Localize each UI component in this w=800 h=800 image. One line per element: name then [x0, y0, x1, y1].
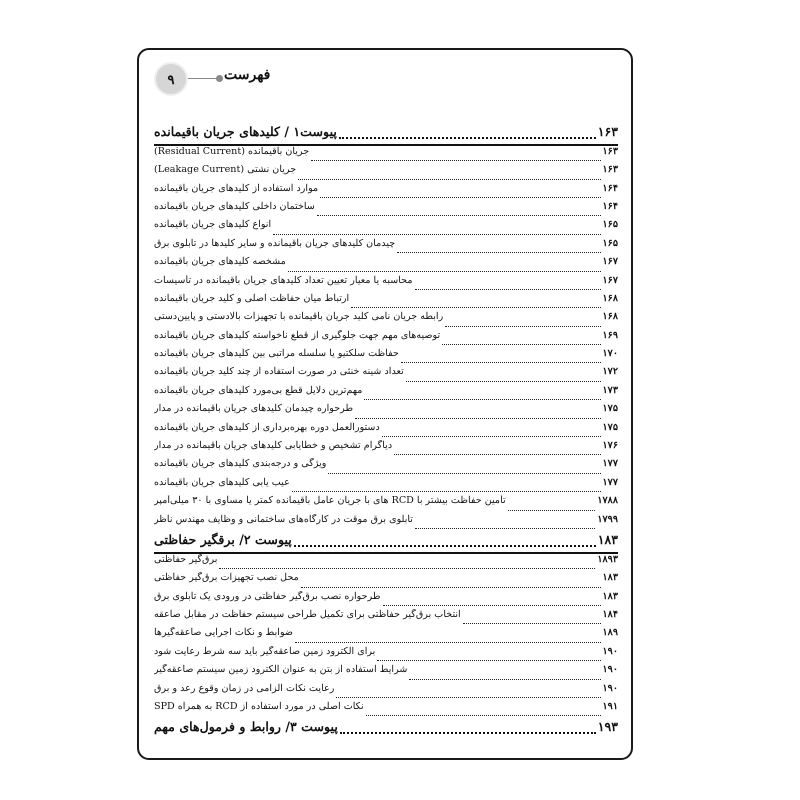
- toc-entry: [154, 591, 618, 609]
- toc-page-number: ۱۷۳: [602, 384, 618, 396]
- toc-dot-leader: [382, 435, 601, 437]
- toc-entry: [154, 683, 618, 701]
- toc-dot-leader: [508, 509, 596, 511]
- toc-page-number: ۱۸۴: [602, 608, 618, 620]
- toc-page-number: ۱۷۵: [602, 403, 618, 415]
- toc-dot-leader: [401, 361, 601, 363]
- toc-dot-leader: [355, 417, 600, 419]
- header-connector-dot: [216, 75, 223, 82]
- toc-page-number: ۱۶۵: [602, 237, 618, 249]
- toc-entry: [154, 403, 618, 421]
- toc-dot-leader: [377, 659, 600, 661]
- toc-page-number: ۱۶۴: [602, 200, 618, 212]
- toc-dot-leader: [351, 306, 600, 308]
- toc-entry-title: تعداد شینه خنثی در صورت استفاده از چند کلید جریان باقیمانده: [154, 366, 404, 378]
- toc-page-number: ۱۶۴: [602, 182, 618, 194]
- toc-page-number: ۱۷۶: [602, 440, 618, 452]
- toc-entry-title: انتخاب برق‌گیر حفاظتی برای تکمیل طراحی سیستم حفاظت در مقابل صاعقه: [154, 608, 461, 620]
- toc-page-number: ۱۹۰: [602, 682, 618, 694]
- toc-page-number: ۱۶۷: [602, 256, 618, 268]
- toc-page-number: ۱۷۷: [602, 458, 618, 470]
- toc-entry: [154, 495, 618, 513]
- toc-entry-title: رابطه جریان نامی کلید جریان باقیمانده با تجهیزات بالادستی و پایین‌دستی: [154, 311, 444, 323]
- toc-page-number: ۱۷۵: [602, 421, 618, 433]
- toc-entry: [154, 422, 618, 440]
- toc-dot-leader: [406, 380, 601, 382]
- toc-entry-title: طرحواره چیدمان کلیدهای جریان باقیمانده در مدار: [154, 403, 354, 415]
- toc-dot-leader: [273, 233, 600, 235]
- toc-page-number: ۱۸۳: [602, 572, 618, 584]
- toc-entry: [154, 256, 618, 274]
- toc-entry: [154, 554, 618, 572]
- toc-dot-leader: [383, 604, 601, 606]
- toc-entry: [154, 385, 618, 403]
- toc-entry: [154, 701, 618, 719]
- toc-entry-title: شرایط استفاده از بتن به عنوان الکترود زمین سیستم صاعقه‌گیر: [154, 664, 408, 676]
- toc-dot-leader: [328, 472, 600, 474]
- toc-section-heading: [154, 719, 618, 739]
- toc-entry-title: انواع کلیدهای جریان باقیمانده: [154, 219, 272, 231]
- toc-dot-leader: [340, 731, 596, 734]
- toc-entry: [154, 311, 618, 329]
- toc-entry: [154, 201, 618, 219]
- toc-dot-leader: [288, 270, 601, 272]
- toc-entry-title: ساختمان داخلی کلیدهای جریان باقیمانده: [154, 200, 315, 212]
- toc-dot-leader: [463, 622, 601, 624]
- toc-page-number: ۱۶۸: [602, 311, 618, 323]
- toc-dot-leader: [320, 196, 600, 198]
- toc-page-number: ۱۶۳: [602, 164, 618, 176]
- toc-dot-leader: [294, 544, 596, 547]
- toc-dot-leader: [317, 214, 601, 216]
- toc-entry-title: برق‌گیر حفاظتی: [154, 553, 218, 565]
- toc-page-number: ۱۷۹۹: [597, 513, 618, 525]
- toc-page-number: ۱۶۹: [602, 329, 618, 341]
- toc-section-title: پیوست۱ / کلیدهای جریان باقیمانده: [154, 124, 337, 139]
- toc-entry-title: عیب یابی کلیدهای جریان باقیمانده: [154, 476, 290, 488]
- toc-entry-title: نکات اصلی در مورد استفاده از RCD به همراه SPD: [154, 700, 364, 712]
- toc-entry: [154, 146, 618, 164]
- toc-entry-title: توصیه‌های مهم جهت جلوگیری از قطع ناخواسته کلیدهای جریان باقیمانده: [154, 329, 441, 341]
- toc-dot-leader: [415, 288, 601, 290]
- toc-page-number: ۱۹۳: [597, 719, 618, 735]
- toc-entry-title: طرحواره نصب برق‌گیر حفاظتی در ورودی یک تابلوی برق: [154, 590, 381, 602]
- toc-dot-leader: [394, 453, 600, 455]
- toc-section-heading: [154, 124, 618, 146]
- toc-entry-title: تأمین حفاظت بیشتر با RCD های با جریان عامل باقیمانده کمتر یا مساوی با ۳۰ میلی‌آمپر: [154, 495, 506, 507]
- toc-page-number: ۱۶۵: [602, 219, 618, 231]
- toc-dot-leader: [298, 178, 600, 180]
- toc-dot-leader: [415, 527, 595, 529]
- toc-entry-title: ویژگی و درجه‌بندی کلیدهای جریان باقیمانده: [154, 458, 327, 470]
- table-of-contents: [154, 124, 618, 739]
- toc-dot-leader: [445, 325, 600, 327]
- toc-entry-title: جریان نشتی (Leakage Current): [154, 164, 297, 176]
- toc-entry: [154, 646, 618, 664]
- toc-entry: [154, 330, 618, 348]
- toc-dot-leader: [364, 398, 600, 400]
- page-header: [154, 62, 271, 96]
- toc-entry-title: حفاظت سلکتیو یا سلسله مراتبی بین کلیدهای جریان باقیمانده: [154, 348, 399, 360]
- header-connector-line: [188, 78, 218, 79]
- toc-dot-leader: [409, 678, 600, 680]
- toc-entry: [154, 440, 618, 458]
- toc-entry: [154, 183, 618, 201]
- toc-page-number: ۱۷۰: [602, 348, 618, 360]
- toc-page-number: ۱۶۸: [602, 292, 618, 304]
- toc-page-number: ۱۶۷: [602, 274, 618, 286]
- toc-entry: [154, 572, 618, 590]
- toc-page-number: ۱۹۰: [602, 645, 618, 657]
- toc-entry-title: مهم‌ترین دلایل قطع بی‌مورد کلیدهای جریان باقیمانده: [154, 384, 363, 396]
- toc-entry-title: محاسبه یا معیار تعیین تعداد کلیدهای جریان باقیمانده در تأسیسات: [154, 274, 413, 286]
- toc-page-number: ۱۶۳: [597, 124, 618, 139]
- toc-entry-title: ضوابط و نکات اجرایی صاعقه‌گیرها: [154, 627, 294, 639]
- page-number-badge: ۹: [154, 62, 188, 96]
- toc-dot-leader: [219, 567, 595, 569]
- toc-entry-title: رعایت نکات الزامی در زمان وقوع رعد و برق: [154, 682, 335, 694]
- toc-entry: [154, 627, 618, 645]
- toc-page-number: ۱۹۱: [602, 700, 618, 712]
- toc-dot-leader: [397, 251, 600, 253]
- toc-entry-title: چیدمان کلیدهای جریان باقیمانده و سایر کلیدها در تابلوی برق: [154, 237, 396, 249]
- toc-page-number: ۱۷۷: [602, 476, 618, 488]
- toc-dot-leader: [311, 159, 600, 161]
- toc-page-number: ۱۷۲: [602, 366, 618, 378]
- toc-entry-title: ارتباط میان حفاظت اصلی و کلید جریان باقیمانده: [154, 292, 350, 304]
- toc-entry: [154, 275, 618, 293]
- toc-entry: [154, 664, 618, 682]
- toc-section-title: پیوست ۳/ روابط و فرمول‌های مهم: [154, 719, 338, 735]
- toc-entry: [154, 609, 618, 627]
- toc-dot-leader: [301, 586, 601, 588]
- toc-entry: [154, 238, 618, 256]
- toc-entry: [154, 366, 618, 384]
- toc-entry: [154, 477, 618, 495]
- toc-page-number: ۱۶۳: [602, 145, 618, 157]
- toc-entry-title: برای الکترود زمین صاعقه‌گیر باید سه شرط رعایت شود: [154, 645, 376, 657]
- toc-entry-title: تابلوی برق موقت در کارگاه‌های ساختمانی و وظایف مهندس ناظر: [154, 513, 413, 525]
- toc-entry: [154, 348, 618, 366]
- toc-entry-title: دستورالعمل دوره بهره‌برداری از کلیدهای جریان باقیمانده: [154, 421, 380, 433]
- toc-page-number: ۱۸۹: [602, 627, 618, 639]
- toc-dot-leader: [442, 343, 600, 345]
- toc-entry: [154, 458, 618, 476]
- page-title: فهرست: [224, 67, 271, 83]
- toc-page-number: ۱۸۹۳: [597, 553, 618, 565]
- toc-dot-leader: [295, 641, 600, 643]
- toc-dot-leader: [339, 136, 596, 139]
- toc-entry: [154, 164, 618, 182]
- toc-dot-leader: [366, 714, 601, 716]
- toc-entry-title: محل نصب تجهیزات برق‌گیر حفاظتی: [154, 572, 299, 584]
- toc-page-number: ۱۷۸۸: [597, 495, 618, 507]
- toc-entry-title: جریان باقیمانده (Residual Current): [154, 145, 310, 157]
- toc-entry: [154, 514, 618, 532]
- toc-page-number: ۱۸۳: [597, 532, 618, 547]
- toc-entry-title: موارد استفاده از کلیدهای جریان باقیمانده: [154, 182, 319, 194]
- toc-section-heading: [154, 532, 618, 554]
- toc-page-number: ۱۸۳: [602, 590, 618, 602]
- toc-section-title: پیوست ۲/ برقگیر حفاظتی: [154, 532, 292, 547]
- toc-page-number: ۱۹۰: [602, 664, 618, 676]
- toc-dot-leader: [292, 490, 601, 492]
- toc-dot-leader: [336, 696, 600, 698]
- toc-entry-title: دیاگرام تشخیص و خطایابی کلیدهای جریان باقیمانده در مدار: [154, 440, 393, 452]
- toc-entry: [154, 219, 618, 237]
- toc-entry: [154, 293, 618, 311]
- toc-entry-title: مشخصه کلیدهای جریان باقیمانده: [154, 256, 286, 268]
